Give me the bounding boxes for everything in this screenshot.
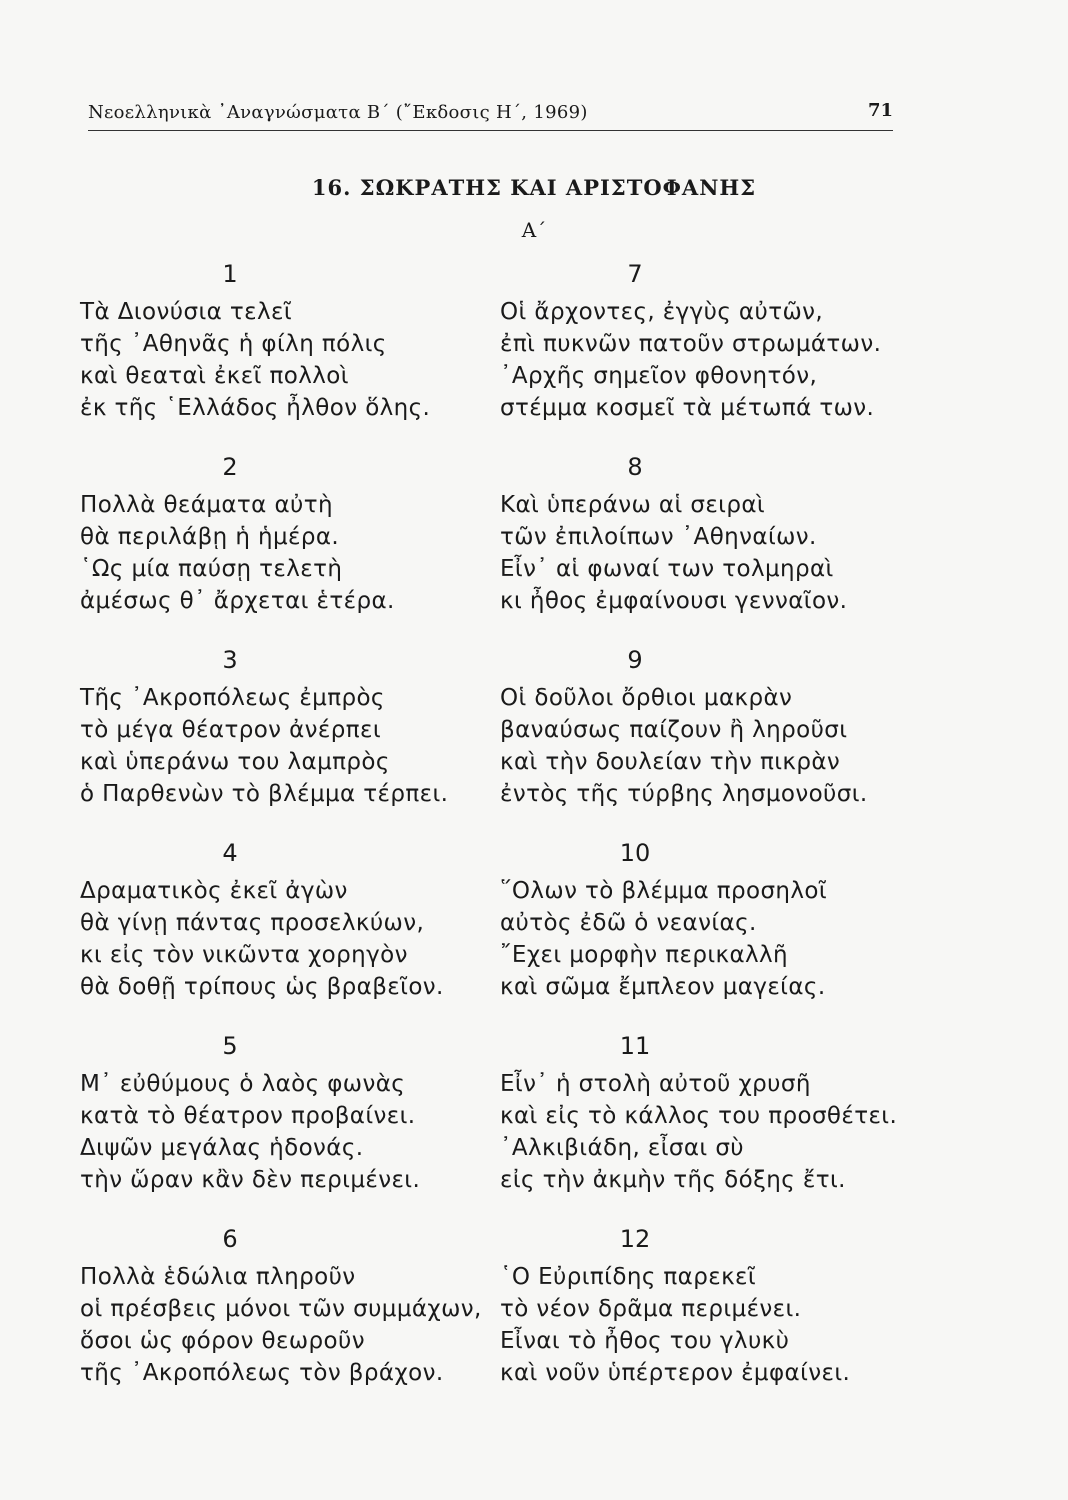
stanza <box>500 837 920 1030</box>
verse-line: Εἶναι τὸ ἦθος του γλυκὺ <box>500 1328 790 1354</box>
verse-line: Καὶ ὑπεράνω αἱ σειραὶ <box>500 492 766 518</box>
running-title: Νεοελληνικὰ ᾿Αναγνώσματα Β΄ (῎Εκδοσις Η΄, 1969) <box>88 102 588 123</box>
verse-line: τῶν ἐπιλοίπων ᾿Αθηναίων. <box>500 524 817 550</box>
verse-line: ῞Ολων τὸ βλέμμα προσηλοῖ <box>500 878 828 904</box>
stanza <box>500 1030 920 1223</box>
verse-line: καὶ τὴν δουλείαν τὴν πικρὰν <box>500 749 841 775</box>
verse-line: Εἶν᾿ ἡ στολὴ αὐτοῦ χρυσῆ <box>500 1071 811 1097</box>
verse-line: Πολλὰ θεάματα αὐτὴ <box>80 492 333 518</box>
verse-line: τὸ μέγα θέατρον ἀνέρπει <box>80 717 382 743</box>
verse-line: καὶ σῶμα ἔμπλεον μαγείας. <box>500 974 826 1000</box>
stanza <box>80 451 500 644</box>
verse-line: βαναύσως παίζουν ἢ ληροῦσι <box>500 717 848 743</box>
poem-title: 16. ΣΩΚΡΑΤΗΣ ΚΑΙ ΑΡΙΣΤΟΦΑΝΗΣ <box>311 175 757 200</box>
stanza-number: 9 <box>627 646 643 674</box>
verse-line: Πολλὰ ἑδώλια πληροῦν <box>80 1264 356 1290</box>
verse-line: καὶ νοῦν ὑπέρτερον ἐμφαίνει. <box>500 1360 851 1386</box>
running-header <box>88 98 893 131</box>
stanza <box>500 644 920 837</box>
verse-line: ῾Ο Εὐριπίδης παρεκεῖ <box>500 1264 757 1290</box>
verse-line: Τῆς ᾿Ακροπόλεως ἐμπρὸς <box>80 685 385 711</box>
verse-line: καὶ ὑπεράνω του λαμπρὸς <box>80 749 390 775</box>
verse-line: Μ᾿ εὐθύμους ὁ λαὸς φωνὰς <box>80 1071 406 1097</box>
verse-line: κι ἦθος ἐμφαίνουσι γενναῖον. <box>500 588 848 614</box>
verse-line: Οἱ δοῦλοι ὄρθιοι μακρὰν <box>500 685 793 711</box>
verse-line: ῎Εχει μορφὴν περικαλλῆ <box>500 942 789 968</box>
stanza <box>500 451 920 644</box>
verse-line: ἐπὶ πυκνῶν πατοῦν στρωμάτων. <box>500 331 882 357</box>
page-number: 71 <box>867 100 893 121</box>
left-column <box>80 258 500 1416</box>
stanza-number: 6 <box>222 1225 238 1253</box>
stanza-number: 5 <box>222 1032 238 1060</box>
stanza-number: 12 <box>619 1225 651 1253</box>
verse-line: ἐντὸς τῆς τύρβης λησμονοῦσι. <box>500 781 868 807</box>
part-label: Α΄ <box>521 218 547 242</box>
verse-line: εἰς τὴν ἀκμὴν τῆς δόξης ἔτι. <box>500 1167 846 1193</box>
verse-line: Δραματικὸς ἐκεῖ ἀγὼν <box>80 878 348 904</box>
stanza <box>80 644 500 837</box>
stanza-number: 3 <box>222 646 238 674</box>
verse-line: Οἱ ἄρχοντες, ἐγγὺς αὐτῶν, <box>500 299 824 325</box>
right-column <box>500 258 920 1416</box>
stanza-number: 11 <box>619 1032 651 1060</box>
verse-line: ῾Ως μία παύσῃ τελετὴ <box>80 556 343 582</box>
stanza <box>500 1223 920 1416</box>
verse-line: ἀμέσως θ᾿ ἄρχεται ἑτέρα. <box>80 588 395 614</box>
verse-line: θὰ γίνῃ πάντας προσελκύων, <box>80 910 425 936</box>
verse-line: καὶ θεαταὶ ἐκεῖ πολλοὶ <box>80 363 349 389</box>
verse-line: αὐτὸς ἐδῶ ὁ νεανίας. <box>500 910 757 936</box>
stanza-number: 2 <box>222 453 238 481</box>
stanza <box>80 1223 500 1416</box>
stanza <box>80 837 500 1030</box>
verse-line: τὸ νέον δρᾶμα περιμένει. <box>500 1296 802 1322</box>
stanza-number: 7 <box>627 260 643 288</box>
verse-line: τὴν ὥραν κἂν δὲν περιμένει. <box>80 1167 421 1193</box>
verse-line: τῆς ᾿Ακροπόλεως τὸν βράχον. <box>80 1360 444 1386</box>
verse-line: ᾿Αλκιβιάδη, εἶσαι σὺ <box>500 1135 745 1161</box>
stanza-number: 10 <box>619 839 651 867</box>
verse-line: Εἶν᾿ αἱ φωναί των τολμηραὶ <box>500 556 834 582</box>
verse-line: θὰ δοθῇ τρίπους ὡς βραβεῖον. <box>80 974 444 1000</box>
verse-line: ὁ Παρθενὼν τὸ βλέμμα τέρπει. <box>80 781 449 807</box>
verse-line: ἐκ τῆς ῾Ελλάδος ἦλθον ὅλης. <box>80 395 431 421</box>
verse-line: οἱ πρέσβεις μόνοι τῶν συμμάχων, <box>80 1296 482 1322</box>
verse-line: κατὰ τὸ θέατρον προβαίνει. <box>80 1103 416 1129</box>
verse-line: καὶ εἰς τὸ κάλλος του προσθέτει. <box>500 1103 898 1129</box>
verse-line: στέμμα κοσμεῖ τὰ μέτωπά των. <box>500 395 875 421</box>
stanza-number: 4 <box>222 839 238 867</box>
stanza <box>80 258 500 451</box>
verse-line: ᾿Αρχῆς σημεῖον φθονητόν, <box>500 363 818 389</box>
stanza <box>500 258 920 451</box>
verse-line: Διψῶν μεγάλας ἡδονάς. <box>80 1135 364 1161</box>
verse-line: κι εἰς τὸν νικῶντα χορηγὸν <box>80 942 408 968</box>
verse-line: ὅσοι ὡς φόρον θεωροῦν <box>80 1328 365 1354</box>
verse-line: τῆς ᾿Αθηνᾶς ἡ φίλη πόλις <box>80 331 387 357</box>
stanza <box>80 1030 500 1223</box>
verse-line: θὰ περιλάβῃ ἡ ἡμέρα. <box>80 524 340 550</box>
stanza-number: 1 <box>222 260 238 288</box>
verse-line: Τὰ Διονύσια τελεῖ <box>80 299 293 325</box>
stanza-number: 8 <box>627 453 643 481</box>
